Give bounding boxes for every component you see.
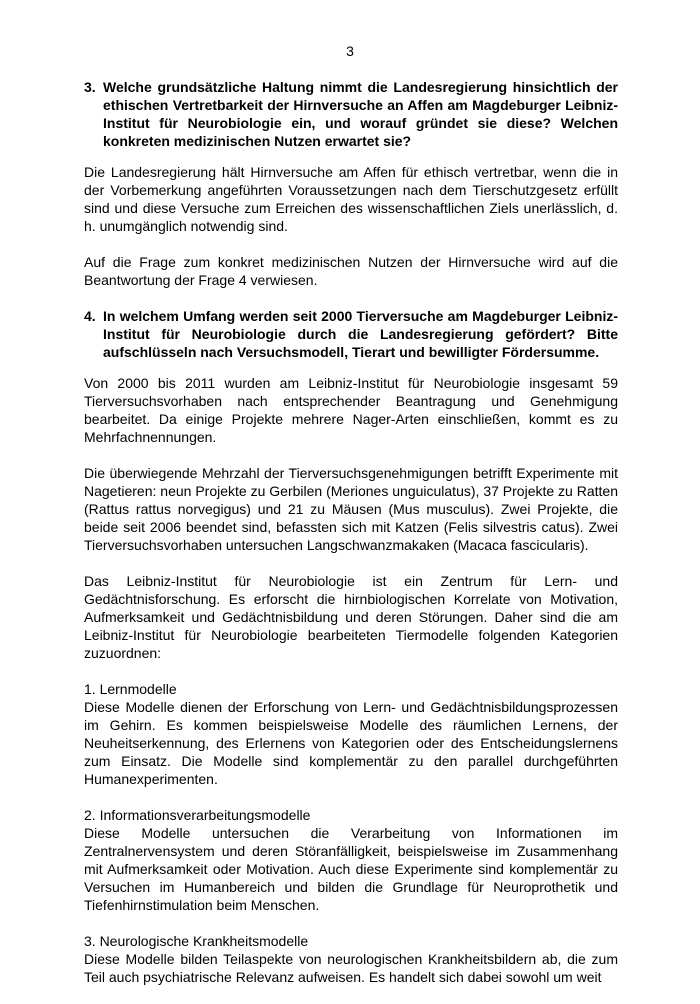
category-information-processing-models	[84, 806, 618, 914]
category-1-text: Diese Modelle dienen der Erforschung von Lern- und Gedächtnisbildungsprozessen im Gehirn. Es kommen beispielsweise Modelle des räumlichen Lernens, der Neuheitserkennung, des Erlernens von Kategorien oder des Entscheidungslernens zum Einsatz. Die Modelle sind komplementär zu den parallel durchgeführten Humanexperimenten.	[84, 699, 618, 787]
category-3-text: Diese Modelle bilden Teilaspekte von neurologischen Krankheitsbildern ab, die zum Teil auch psychiatrische Relevanz aufweisen. Es handelt sich dabei sowohl um weit	[84, 951, 618, 985]
category-2-heading: 2. Informationsverarbeitungsmodelle	[84, 807, 311, 823]
category-learning-models	[84, 680, 618, 788]
category-neurological-disease-models	[84, 932, 618, 986]
question-4-number: 4.	[84, 308, 96, 324]
answer-3-paragraph-1: Die Landesregierung hält Hirnversuche am Affen für ethisch vertretbar, wenn die in der Vorbemerkung angeführten Voraussetzungen nach dem Tierschutzgesetz erfüllt sind und diese Versuche zum Erreichen des wissenschaftlichen Ziels unerlässlich, d. h. unumgänglich notwendig sind.	[84, 164, 618, 234]
category-3-heading: 3. Neurologische Krankheitsmodelle	[84, 933, 309, 949]
question-4	[84, 307, 618, 361]
answer-3-paragraph-2: Auf die Frage zum konkret medizinischen Nutzen der Hirnversuche wird auf die Beantwortung der Frage 4 verwiesen.	[84, 254, 618, 288]
answer-4-paragraph-1: Von 2000 bis 2011 wurden am Leibniz-Institut für Neurobiologie insgesamt 59 Tierversuchsvorhaben nach entsprechender Beantragung und Genehmigung bearbeitet. Da einige Projekte mehrere Nager-Arten einschließen, kommt es zu Mehrfachnennungen.	[84, 375, 618, 445]
question-4-text: In welchem Umfang werden seit 2000 Tierversuche am Magdeburger Leibniz-Institut für Neurobiologie durch die Landesregierung gefördert? Bitte aufschlüsseln nach Versuchsmodell, Tierart und bewilligter Fördersumme.	[103, 308, 618, 360]
category-1-heading: 1. Lernmodelle	[84, 681, 177, 697]
question-3-text: Welche grundsätzliche Haltung nimmt die Landesregierung hinsichtlich der ethischen Vertretbarkeit der Hirnversuche an Affen am Magdeburger Leibniz-Institut für Neurobiologie ein, und worauf gründet sie diese? Welchen konkreten medizinischen Nutzen erwartet sie?	[103, 79, 618, 149]
page-content	[84, 78, 618, 1004]
answer-4-paragraph-2: Die überwiegende Mehrzahl der Tierversuchsgenehmigungen betrifft Experimente mit Nagetieren: neun Projekte zu Gerbilen (Meriones unguiculatus), 37 Projekte zu Ratten (Rattus rattus norvegigus) und 21 zu Mäusen (Mus musculus). Zwei Projekte, die beide seit 2006 beendet sind, befassten sich mit Katzen (Felis silvestris catus). Zwei Tierversuchsvorhaben untersuchen Langschwanzmakaken (Macaca fascicularis).	[84, 465, 618, 553]
answer-4-paragraph-3: Das Leibniz-Institut für Neurobiologie ist ein Zentrum für Lern- und Gedächtnisforschung. Es erforscht die hirnbiologischen Korrelate von Motivation, Aufmerksamkeit und Gedächtnisbildung und deren Störungen. Daher sind die am Leibniz-Institut für Neurobiologie bearbeiteten Tiermodelle folgenden Kategorien zuzuordnen:	[84, 573, 618, 661]
category-2-text: Diese Modelle untersuchen die Verarbeitung von Informationen im Zentralnervensystem und deren Störanfälligkeit, beispielsweise im Zusammenhang mit Aufmerksamkeit oder Motivation. Auch diese Experimente sind komplementär zu Versuchen im Humanbereich und bilden die Grundlage für Neuroprothetik und Tiefenhirnstimulation beim Menschen.	[84, 825, 618, 913]
question-3	[84, 78, 618, 150]
page-number: 3	[346, 43, 354, 59]
question-3-number: 3.	[84, 79, 96, 95]
